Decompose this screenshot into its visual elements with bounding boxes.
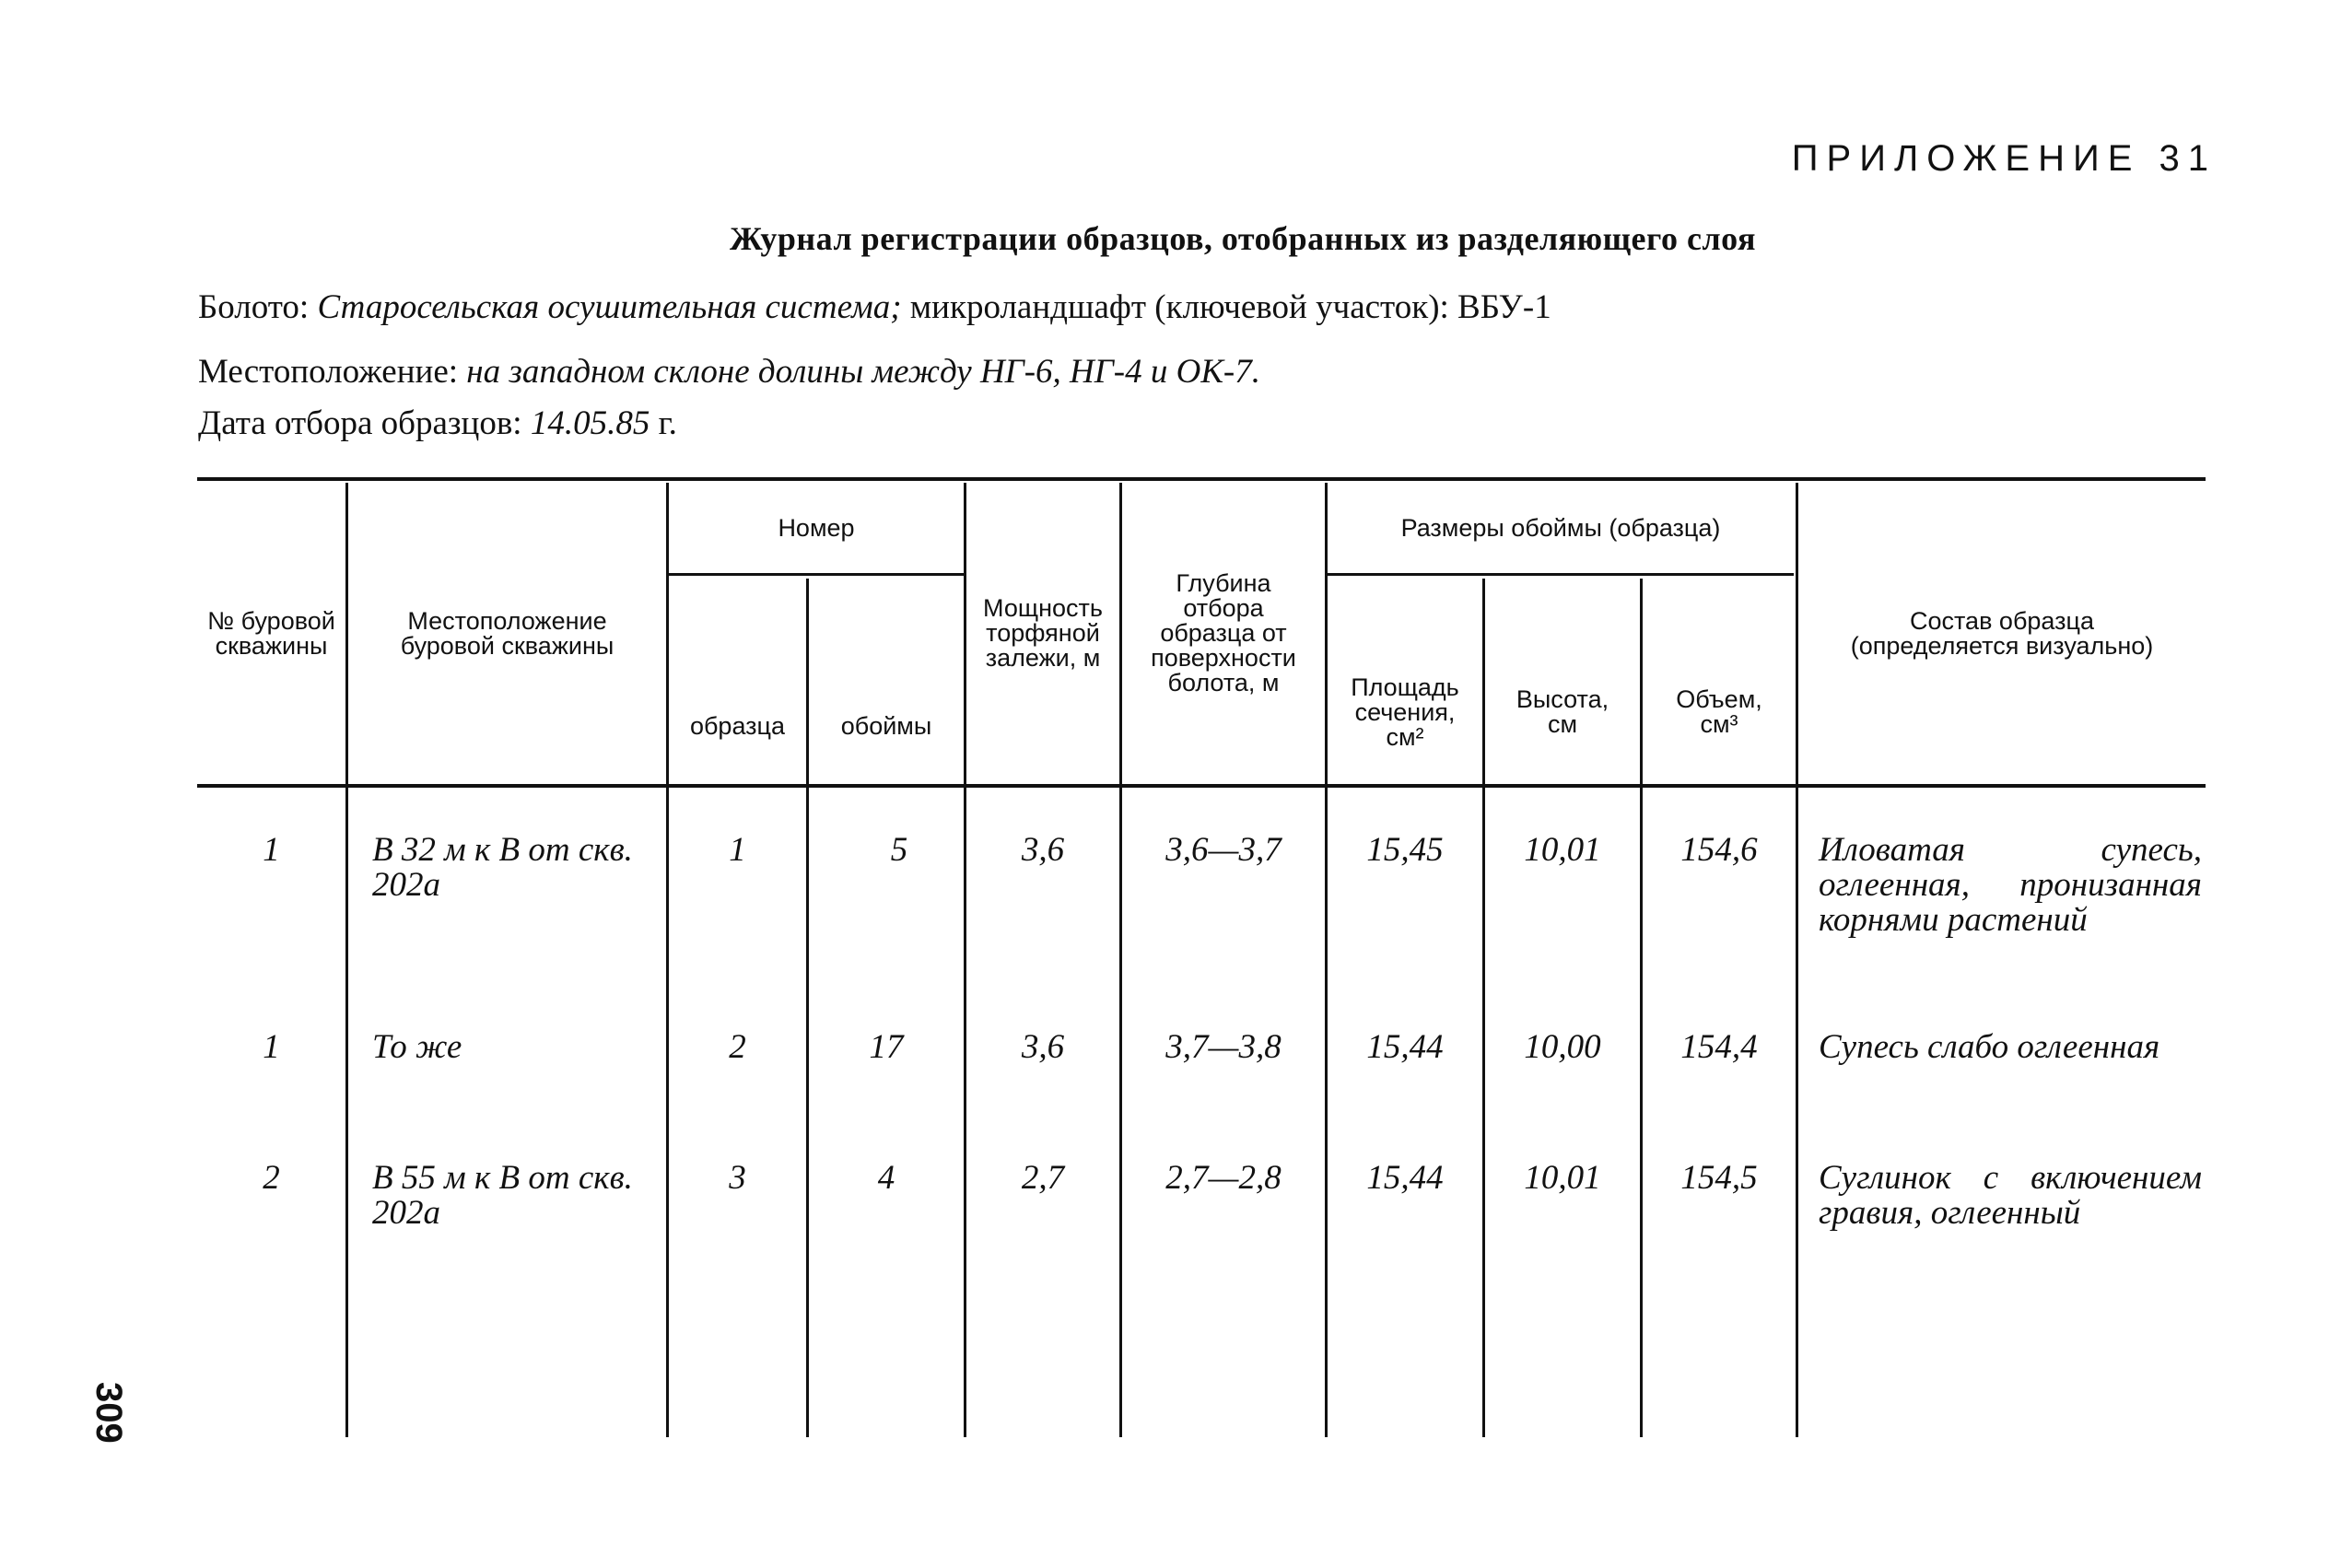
- date-value: 14.05.85: [530, 404, 650, 442]
- cell-sample: 1: [729, 831, 746, 869]
- header-height: Высота, см: [1516, 685, 1609, 738]
- date-suffix: г.: [658, 404, 677, 442]
- cell-height: 10,01: [1524, 1159, 1601, 1197]
- cell-composition: Супесь слабо оглеенная: [1819, 1028, 2160, 1066]
- appendix-label: ПРИЛОЖЕНИЕ 31: [1791, 138, 2217, 179]
- header-sample: образца: [689, 711, 786, 740]
- header-number-group: Номер: [778, 513, 855, 542]
- cell-depth: 3,6—3,7: [1165, 831, 1282, 869]
- cell-area: 15,44: [1366, 1159, 1444, 1197]
- header-size-group: Размеры обоймы (образца): [1400, 513, 1721, 542]
- cell-well-no: 1: [263, 831, 280, 869]
- location-label: Местоположение:: [198, 353, 459, 391]
- cell-composition: Иловатая супесь, оглеенная, пронизанная корнями растений: [1819, 831, 2202, 939]
- size-group-rule: [1328, 573, 1794, 576]
- number-group-rule: [669, 573, 964, 576]
- cell-well-no: 2: [263, 1159, 280, 1197]
- bog-label: Болото:: [198, 288, 310, 326]
- header-holder: обоймы: [840, 711, 932, 740]
- cell-volume: 154,6: [1680, 831, 1758, 869]
- cell-volume: 154,5: [1680, 1159, 1758, 1197]
- date-line: [198, 404, 677, 443]
- page-title: Журнал регистрации образцов, отобранных из разделяющего слоя: [730, 220, 1756, 257]
- cell-location: То же: [372, 1028, 462, 1066]
- cell-location: В 32 м к В от скв. 202а: [372, 831, 633, 904]
- header-volume: Объем, см³: [1676, 685, 1762, 738]
- location-line: [198, 352, 1260, 392]
- cell-sample: 2: [729, 1028, 746, 1066]
- cell-holder: 17: [869, 1028, 904, 1066]
- micro-label: микроландшафт (ключевой участок):: [909, 288, 1449, 326]
- cell-holder: 4: [877, 1159, 895, 1197]
- cell-sample: 3: [729, 1159, 746, 1197]
- cell-depth: 3,7—3,8: [1165, 1028, 1282, 1066]
- page-number: 309: [88, 1382, 129, 1444]
- bog-value: Старосельская осушительная система;: [317, 288, 902, 326]
- cell-thickness: 2,7: [1021, 1159, 1065, 1197]
- cell-well-no: 1: [263, 1028, 280, 1066]
- micro-value: ВБУ-1: [1457, 288, 1551, 326]
- cell-holder: 5: [890, 831, 908, 869]
- header-well-no: № буровой скважины: [207, 606, 335, 660]
- cell-location: В 55 м к В от скв. 202а: [372, 1159, 633, 1232]
- header-peat-thickness: Мощность торфяной залежи, м: [983, 594, 1103, 672]
- header-composition: Состав образца (определяется визуально): [1850, 606, 2154, 660]
- bog-line: [198, 287, 1551, 327]
- samples-table: [197, 477, 2206, 1437]
- header-well-location: Местоположение буровой скважины: [400, 606, 614, 660]
- date-label: Дата отбора образцов:: [198, 404, 522, 442]
- table-header-rule: [197, 784, 2206, 788]
- cell-height: 10,00: [1524, 1028, 1601, 1066]
- cell-composition: Суглинок с включением гравия, оглеенный: [1819, 1159, 2202, 1232]
- location-value: на западном склоне долины между НГ-6, НГ-4 и ОК-7.: [466, 353, 1260, 391]
- cell-volume: 154,4: [1680, 1028, 1758, 1066]
- col-divider: [666, 483, 669, 1437]
- header-depth: Глубина отбора образца от поверхности болота, м: [1151, 569, 1296, 696]
- cell-thickness: 3,6: [1021, 1028, 1065, 1066]
- cell-depth: 2,7—2,8: [1165, 1159, 1282, 1197]
- cell-height: 10,01: [1524, 831, 1601, 869]
- cell-thickness: 3,6: [1021, 831, 1065, 869]
- cell-area: 15,45: [1366, 831, 1444, 869]
- cell-area: 15,44: [1366, 1028, 1444, 1066]
- table-top-rule: [197, 477, 2206, 481]
- col-divider: [1325, 483, 1328, 1437]
- header-area: Площадь сечения, см²: [1351, 673, 1459, 751]
